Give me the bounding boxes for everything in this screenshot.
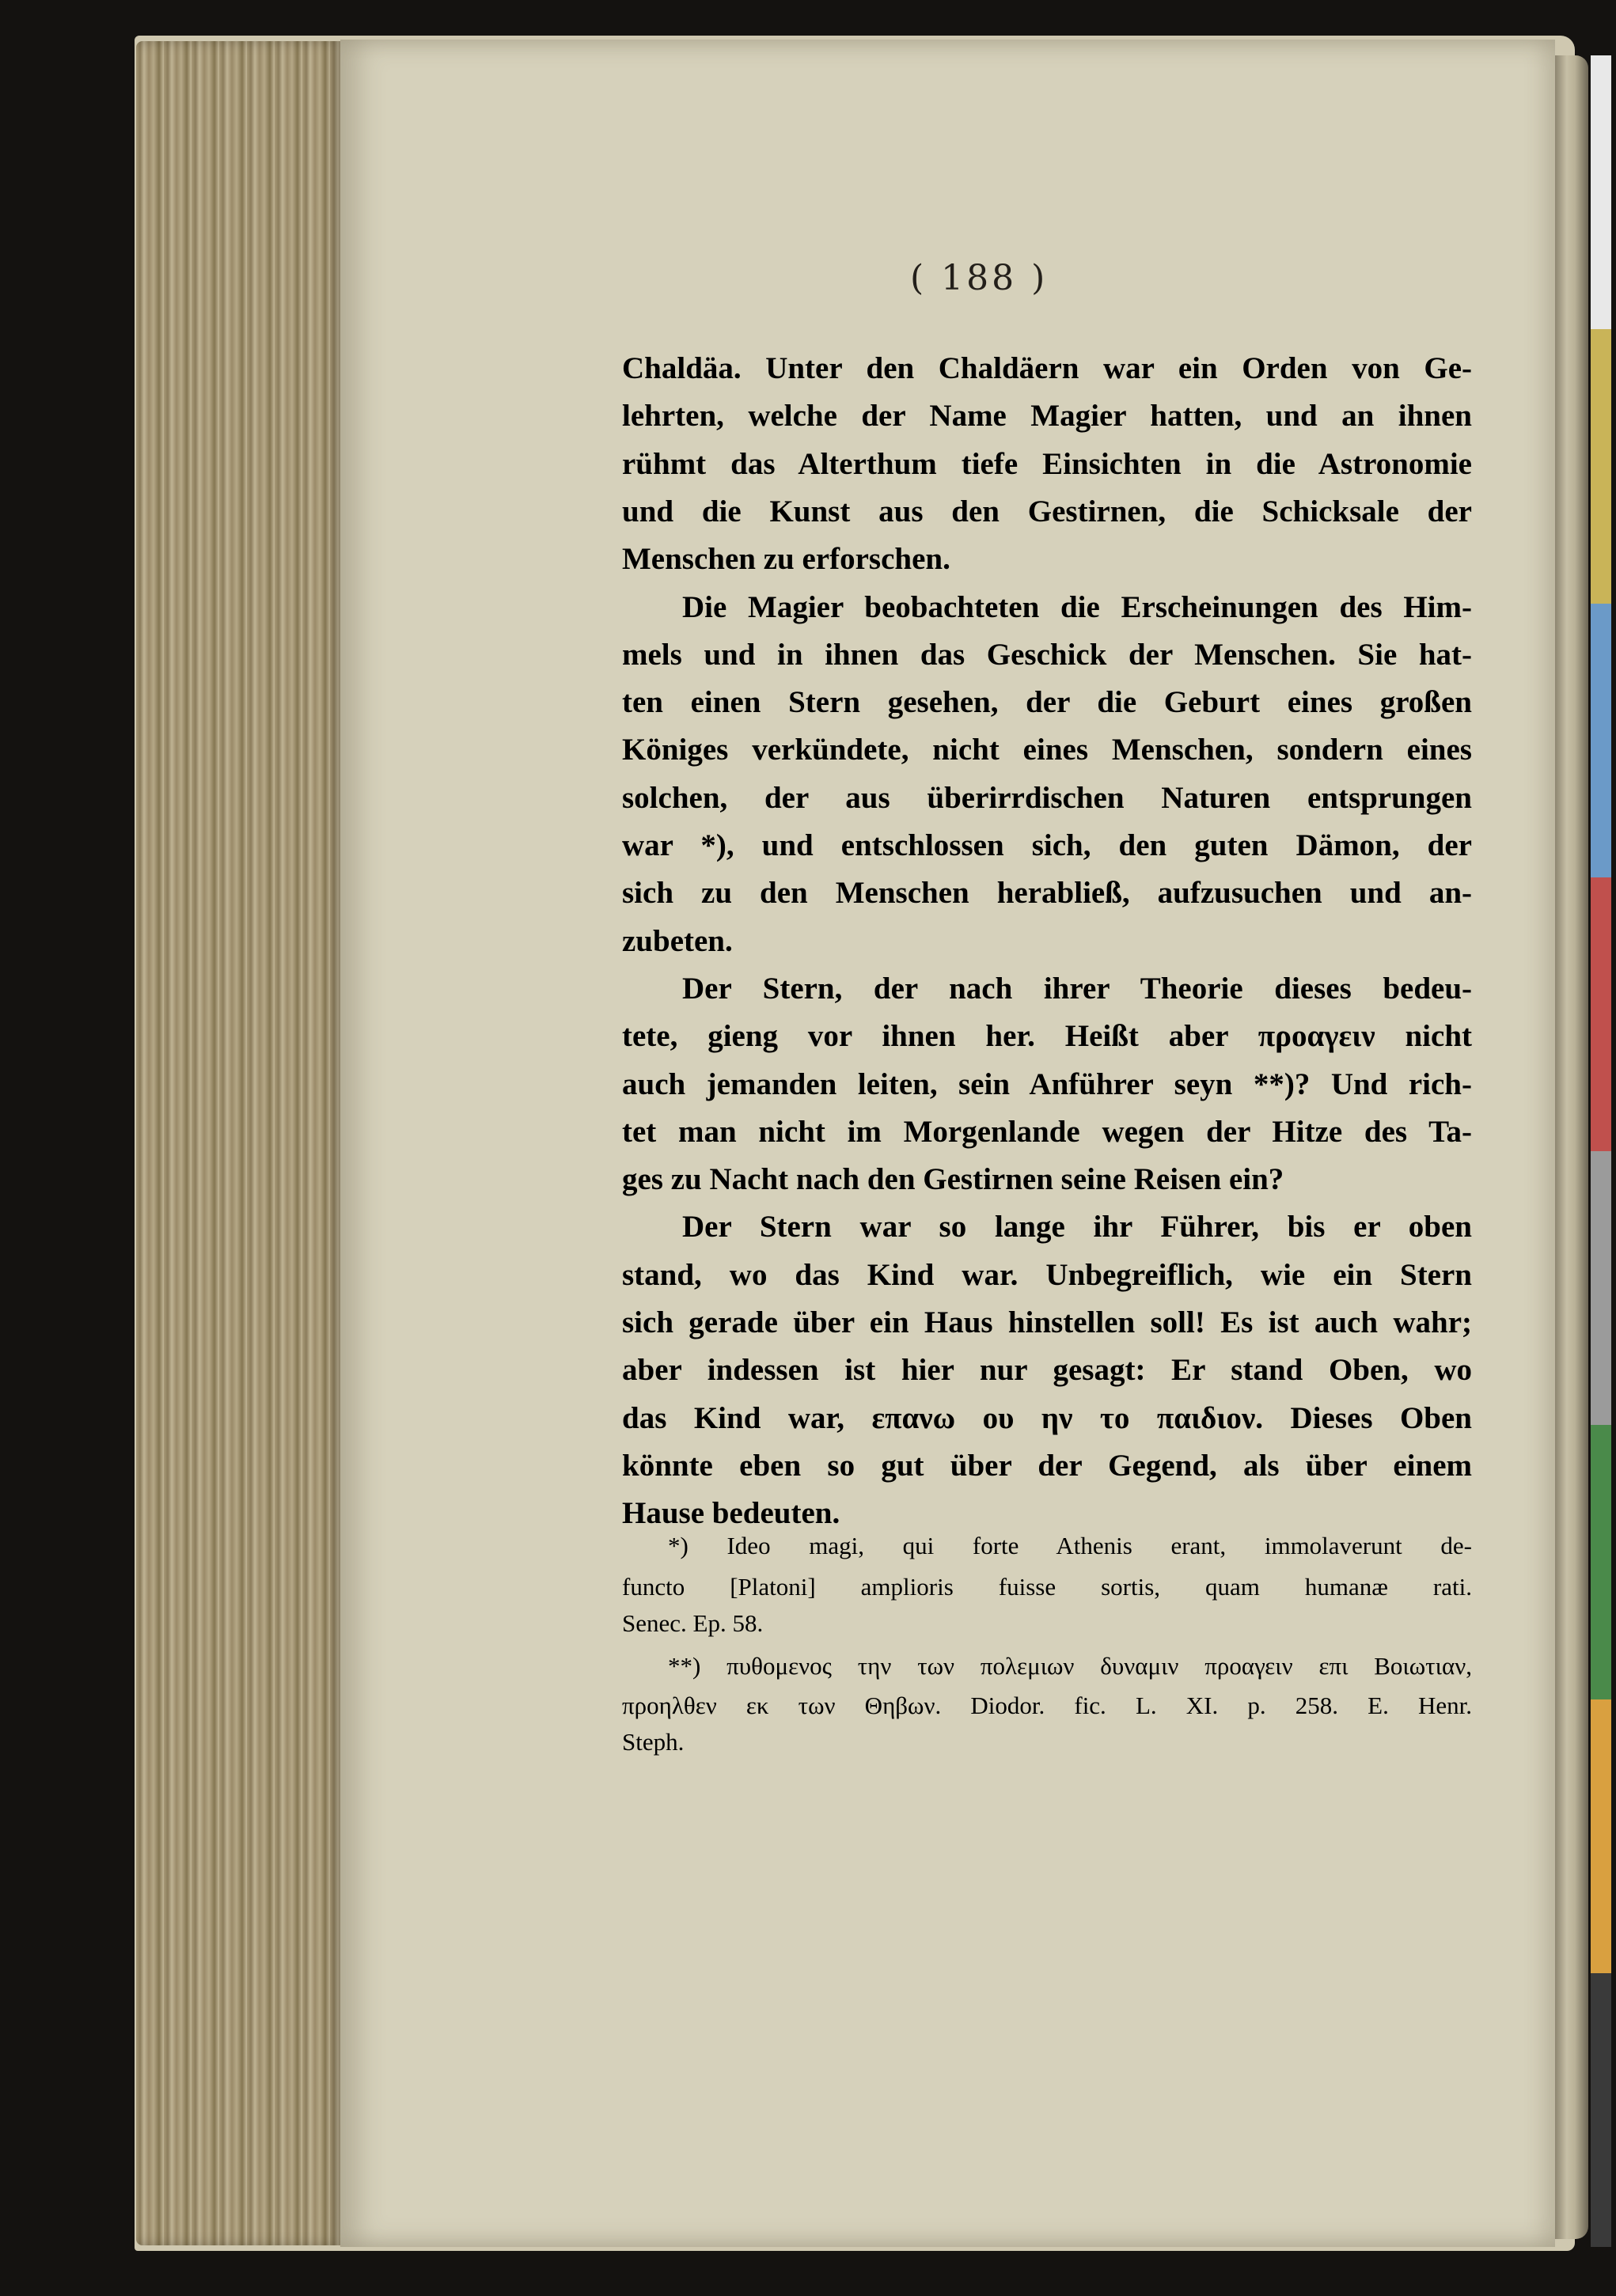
text-line: Hause bedeuten. [622,1496,840,1531]
text-line: Der Stern war so lange ihr Führer, bis er oben [682,1210,1472,1245]
text-line: und die Kunst aus den Gestirnen, die Schicksale der [622,494,1472,529]
text-line: zubeten. [622,923,733,958]
text-line: Menschen zu erforschen. [622,542,950,577]
text-line: solchen, der aus überirrdischen Naturen entsprungen [622,780,1472,815]
color-swatch [1591,604,1611,877]
text-line: lehrten, welche der Name Magier hatten, und an ihnen [622,399,1472,434]
text-line: sich gerade über ein Haus hinstellen soll! Es ist auch wahr; [622,1305,1472,1339]
text-line: sich zu den Menschen herabließ, aufzusuchen und an- [622,876,1472,911]
page-edge-right [1555,55,1588,2239]
color-swatch [1591,55,1611,329]
footnote-line: Senec. Ep. 58. [622,1609,764,1637]
text-line: könnte eben so gut über der Gegend, als über einem [622,1448,1472,1483]
text-line: Königes verkündete, nicht eines Menschen, sondern eines [622,733,1472,767]
text-line: war *), und entschlossen sich, den guten Dämon, der [622,828,1472,862]
text-line: stand, wo das Kind war. Unbegreiflich, wie ein Stern [622,1257,1472,1292]
text-line: Chaldäa. Unter den Chaldäern war ein Orden von Ge- [622,351,1472,385]
color-swatch [1591,1425,1611,1699]
footnote-line: **) πυθομενος την των πολεμιων δυναμιν προαγειν επι Βοιωτιαν, [668,1652,1472,1680]
text-line: Der Stern, der nach ihrer Theorie dieses bedeu- [682,971,1472,1006]
color-calibration-strip [1591,55,1611,2247]
text-line: tete, gieng vor ihnen her. Heißt aber προαγειν nicht [622,1019,1472,1054]
text-line: ges zu Nacht nach den Gestirnen seine Reisen ein? [622,1162,1284,1197]
footnote-line: functo [Platoni] amplioris fuisse sortis, quam humanæ rati. [622,1573,1472,1601]
color-swatch [1591,877,1611,1151]
page-edges-left [136,41,343,2245]
text-line: mels und in ihnen das Geschick der Menschen. Sie hat- [622,637,1472,672]
color-swatch [1591,1973,1611,2247]
footnote-line: προηλθεν εκ των Θηβων. Diodor. fic. L. XI. p. 258. E. Henr. [622,1692,1472,1719]
text-line: auch jemanden leiten, sein Anführer seyn **)? Und rich- [622,1067,1472,1101]
text-line: aber indessen ist hier nur gesagt: Er stand Oben, wo [622,1353,1472,1388]
text-line: rühmt das Alterthum tiefe Einsichten in die Astronomie [622,446,1472,481]
color-swatch [1591,329,1611,603]
text-line: das Kind war, επανω ου ην το παιδιον. Dieses Oben [622,1400,1472,1435]
text-line: Die Magier beobachteten die Erscheinungen des Him- [682,589,1472,624]
page-number: ( 188 ) [910,258,1049,298]
footnote-line: *) Ideo magi, qui forte Athenis erant, immolaverunt de- [668,1532,1472,1559]
color-swatch [1591,1151,1611,1425]
text-line: ten einen Stern gesehen, der die Geburt eines großen [622,685,1472,720]
color-swatch [1591,1699,1611,1973]
text-line: tet man nicht im Morgenlande wegen der Hitze des Ta- [622,1114,1472,1149]
footnote-line: Steph. [622,1728,685,1756]
